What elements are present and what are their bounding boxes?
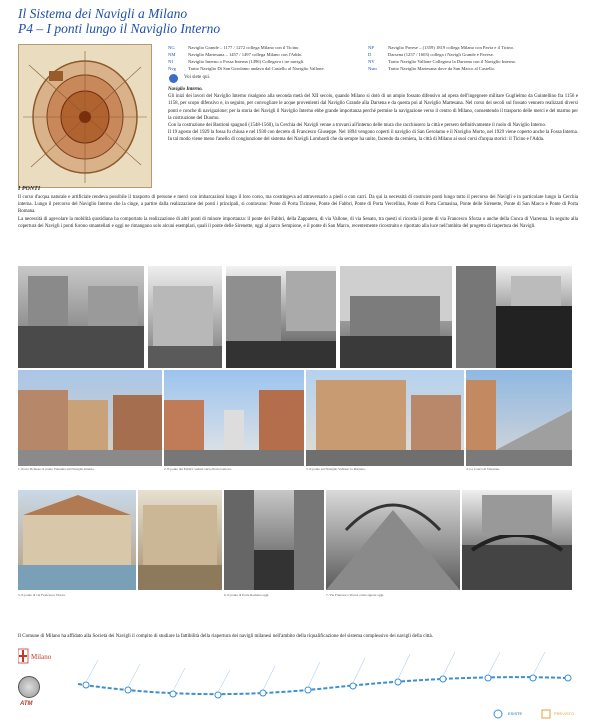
route-legend-planned: PREVISTO xyxy=(554,711,575,716)
legend-item: D Darsena (1257 / 1603) collega i Navigli Grande e Pavese. xyxy=(368,52,494,57)
legend-item: Nsm Tratto Naviglio Martesana dove da San Marco al Castello. xyxy=(368,66,496,71)
photo xyxy=(138,490,222,590)
you-are-here-label: Voi siete qui. xyxy=(184,75,211,80)
footer-note: Il Comune di Milano ha affidato alla Società dei Navigli il compito di studiare la fattibilità della riapertura dei navigli milanesi nell'ambito della riqualificazione del sistema complessivo dei navigli della città. xyxy=(18,634,433,639)
photo xyxy=(340,266,452,368)
page-title xyxy=(18,6,220,36)
photo-caption: 6. Il ponte di Porta Romana oggi. xyxy=(224,593,270,597)
legend-item: NV Tratto Naviglio Vallone Collegava la Darsena con il Naviglio Interno. xyxy=(368,59,517,64)
intro-paragraph: Gli inizi dei lavori del Naviglio Interno risalgono alla seconda metà del XII secolo, quando Milano si dotò di un ampio fossato difensivo ad opera dell'ingegnere militare Guglielmo da Guintellino fra 1156 e 1158, per scopo difensivo e, in seguito, per convogliare le acque provenienti dal Naviglio Grande alla Darsena e da questa poi al Naviglio Martesana. Nel corso dei secoli sul fossato vennero realizzati diversi ponti e conche di navigazione; per la storia dei Navigli il Naviglio Interno ebbe grande importanza perché permise la navigazione verso il centro di Milano, consentendo il trasporto delle merci e del marmo per la costruzione del Duomo. xyxy=(168,94,578,121)
photo xyxy=(164,370,304,466)
photo xyxy=(326,490,460,590)
photo-caption: 7. Via Francesco Sforza come appare oggi. xyxy=(326,593,385,597)
ponti-paragraph: La necessità di agevolare la mobilità quotidiana ha comportato la realizzazione di altri ponti di minore importanza: il ponte dei Fabbri, della Zappatera, di via Vallone, di via Senato, tra questi si ricorda il ponte di via Francesco Sforza o anche della Conca di Viarenna. In seguito alla copertura dei Navigli i ponti furono smantellati e oggi ne rimangono solo alcuni esemplari, quali il ponte delle Sirenette, oggi al parco Sempione, e il ponte di San Marco, recentemente ricostruito e riportato alla luce nell'ambito del progetto di riapertura dei Navigli. xyxy=(18,216,578,229)
photo xyxy=(462,490,572,590)
intro-text xyxy=(168,86,578,144)
photo xyxy=(148,266,222,368)
title-line-2: P4 – I ponti lungo il Naviglio Interno xyxy=(18,21,221,36)
photo xyxy=(466,370,572,466)
ponti-text xyxy=(18,194,578,230)
legend-item: NP Naviglio Pavese – (1359) 1819 collega Milano con Pavia e il Ticino. xyxy=(368,45,515,50)
intro-paragraph: Con la costruzione dei Bastioni spagnoli (1548-1560), la Cerchia dei Navigli venne a trovarsi all'interno delle mura che racchiusero la città e persero definitivamente il ruolo di Naviglio Interno. xyxy=(168,123,547,129)
ponti-heading: I PONTI xyxy=(18,186,41,192)
photo-caption: 1. Porta Ticinese: il ponte Viarenna sul Naviglio Interno. xyxy=(18,467,95,471)
legend-item: NM Naviglio Martesana – 1457 / 1497 collega Milano con l'Adda. xyxy=(168,52,302,57)
comune-milano-logo xyxy=(18,647,58,669)
photo xyxy=(18,370,162,466)
seal-icon xyxy=(18,676,40,698)
legend-item: NG Naviglio Grande – 1177 / 1272 collega Milano con il Ticino. xyxy=(168,45,300,50)
route-diagram xyxy=(68,642,580,722)
intro-heading: Naviglio Interno. xyxy=(168,87,203,92)
legend-item: NI Naviglio Interno o Fossa Interna (1496) Collegava i tre navigli. xyxy=(168,59,305,64)
atm-logo: ATM xyxy=(20,701,33,707)
title-line-1: Il Sistema dei Navigli a Milano xyxy=(18,6,188,21)
ponti-paragraph: Il corso d'acqua naturale e artificiale rendeva possibile il trasporto di persone e merci con imbarcazioni lungo il loro corso, ma costringeva ad attraversarlo a piedi o con carri. Da qui la necessità di costruire ponti lungo tutto il percorso dei Navigli e in particolare lungo la Cerchia interna. Lungo il percorso del Naviglio Interno che la cinge, a partire dalla realizzazione dei ponti i principali, si contavano: Ponte di Porta Ticinese, Ponte dei Fabbri, Ponte di Porta Vercellina, Ponte di Porta Comasina, Ponte delle Sirenette, Ponte di San Marco e Ponte di Porta Romana. xyxy=(18,195,578,215)
photo xyxy=(224,490,324,590)
route-legend-existing: ESISTE xyxy=(508,711,523,716)
route-stops xyxy=(83,675,571,698)
legend-item: Nvg Tratto Naviglio Di San Gerolamo andava dal Castello al Naviglio Vallone. xyxy=(168,66,325,71)
intro-paragraph: Il 19 agosto del 1929 la fossa fu chiusa e nel 1930 con decreto di Francesco Giuseppe. Nel 1894 vengono coperti il naviglio di San Gerolamo e il Naviglio Morto, nel 1929 viene coperto anche la Fossa Interna. In tal modo viene meno l'anello di congiunzione del sistema dei Navigli Lombardi che da sempre ha unito, facendo da cerniera, la città di Milano ai suoi corsi d'acqua storici: il Ticino e l'Adda. xyxy=(168,130,578,143)
photo-caption: 5. Il ponte di via Francesco Sforza. xyxy=(18,593,66,597)
photo xyxy=(18,490,136,590)
photo xyxy=(18,266,144,368)
photo-caption: 3. Il ponte sul Naviglio Vallone: la Darsena. xyxy=(306,467,366,471)
historic-map-image xyxy=(18,44,152,188)
you-are-here-icon xyxy=(169,74,178,83)
photo xyxy=(306,370,464,466)
photo-caption: 2. Il ponte dei Fabbri: veduta verso Porta Genova. xyxy=(164,467,232,471)
milano-label: Milano xyxy=(31,653,52,661)
photo xyxy=(456,266,572,368)
photo-caption: 4. La Conca di Viarenna. xyxy=(466,467,500,471)
photo xyxy=(226,266,336,368)
